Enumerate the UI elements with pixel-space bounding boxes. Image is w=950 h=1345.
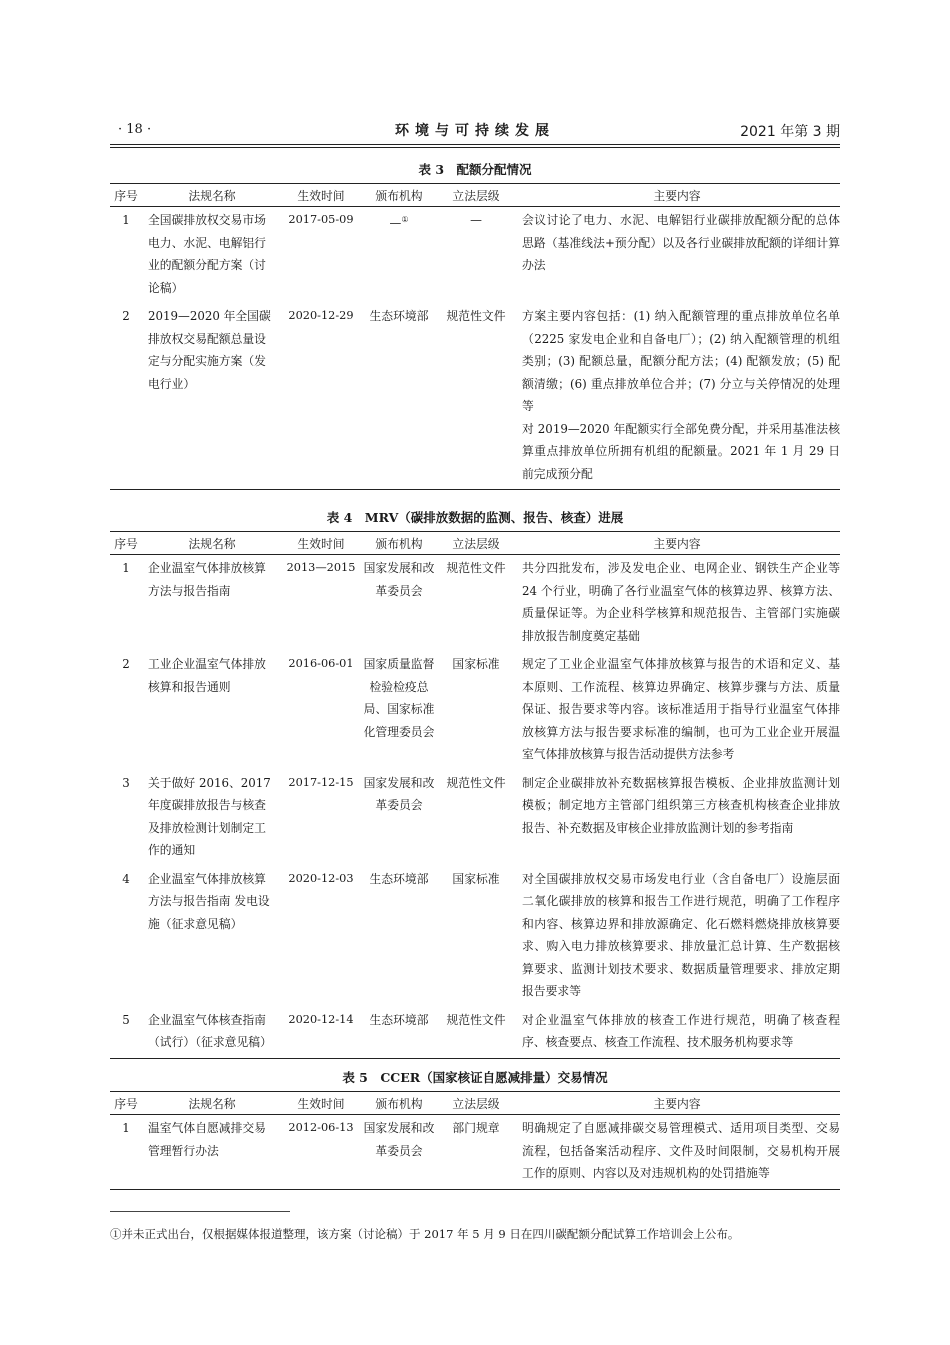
content-paragraph: 对企业温室气体排放的核查工作进行规范，明确了核查程序、核查要点、核查工作流程、技术服务机构要求等 (522, 1012, 840, 1049)
table-4-block (110, 505, 840, 1059)
table-5-block (110, 1065, 840, 1190)
footnote-divider (110, 1211, 290, 1212)
regulation-name: 工业企业温室气体排放核算和报告通则 (148, 657, 266, 694)
table-row (110, 207, 840, 304)
issuing-authority: 国家发展和改革委员会 (360, 1115, 438, 1190)
regulation-name: 2019—2020 年全国碳排放权交易配额总量设定与分配实施方案（发电行业） (142, 303, 282, 490)
footnote: ①并未正式出台，仅根据媒体报道整理，该方案（讨论稿）于 2017 年 5 月 9 日在四川碳配额分配试算工作培训会上公布。 (110, 1227, 740, 1241)
column-header: 颁布机构 (360, 1092, 438, 1115)
column-header: 生效时间 (282, 1092, 360, 1115)
row-number: 4 (122, 871, 130, 886)
issuing-authority: —① (389, 215, 409, 230)
content-paragraph: 会议讨论了电力、水泥、电解铝行业碳排放配额分配的总体思路（基准线法+预分配）以及各行业碳排放配额的详细计算办法 (522, 213, 840, 272)
regulation-name: 企业温室气体核查指南（试行）（征求意见稿） (142, 1007, 282, 1059)
effective-date: 2020-12-29 (282, 303, 360, 490)
main-content (514, 866, 840, 1007)
main-content (514, 207, 840, 304)
legislative-level: 规范性文件 (438, 303, 514, 490)
footnote-marker: ① (401, 215, 409, 224)
running-header (110, 118, 840, 145)
table-4 (110, 531, 840, 1059)
regulation-name: 关于做好 2016、2017 年度碳排放报告与核查及排放检测计划制定工作的通知 (148, 775, 271, 857)
column-header: 立法层级 (438, 1092, 514, 1115)
issuing-authority: 生态环境部 (369, 871, 429, 886)
column-header: 颁布机构 (360, 184, 438, 207)
issuing-authority: 国家发展和改革委员会 (363, 775, 435, 812)
table-5-caption: 表 5 CCER（国家核证自愿减排量）交易情况 (342, 1070, 608, 1085)
row-number: 1 (110, 1115, 142, 1190)
column-header: 序号 (110, 184, 142, 207)
column-header: 法规名称 (142, 1092, 282, 1115)
regulation-name: 企业温室气体排放核算方法与报告指南 (148, 561, 266, 598)
issuing-authority: 生态环境部 (360, 303, 438, 490)
page-number: · 18 · (118, 122, 152, 137)
column-header: 颁布机构 (360, 532, 438, 555)
issuing-authority: 国家质量监督检验检疫总局、国家标准化管理委员会 (363, 657, 435, 739)
table-row (110, 866, 840, 1007)
row-number: 2 (110, 303, 142, 490)
column-header: 序号 (110, 532, 142, 555)
column-header: 主要内容 (514, 1092, 840, 1115)
column-header: 立法层级 (438, 532, 514, 555)
content-paragraph: 对 2019—2020 年配额实行全部免费分配，并采用基准法核算重点排放单位所拥有机组的配额量。2021 年 1 月 29 日前完成预分配 (522, 421, 840, 481)
effective-date: 2013—2015 (286, 561, 356, 574)
issuing-authority: 生态环境部 (360, 1007, 438, 1059)
content-paragraph: 规定了工业企业温室气体排放核算与报告的术语和定义、基本原则、工作流程、核算边界确定、核算步骤与方法、质量保证、报告要求等内容。该标准适用于指导行业温室气体排放核算方法与报告要求标准的编制，也可为工业企业开展温室气体排放核算与报告活动提供方法参考 (522, 657, 840, 761)
regulation-name: 温室气体自愿减排交易管理暂行办法 (142, 1115, 282, 1190)
main-content (514, 1115, 840, 1190)
effective-date: 2016-06-01 (288, 657, 354, 670)
legislative-level: 国家标准 (452, 871, 500, 886)
row-number: 3 (122, 775, 130, 790)
table-3-caption: 表 3 配额分配情况 (418, 162, 532, 177)
column-header: 法规名称 (142, 184, 282, 207)
table-row (110, 1115, 840, 1190)
table-row (110, 651, 840, 770)
table-row (110, 303, 840, 490)
effective-date: 2020-12-14 (282, 1007, 360, 1059)
legislative-level: 规范性文件 (446, 775, 506, 790)
table-4-header (110, 532, 840, 555)
effective-date: 2012-06-13 (282, 1115, 360, 1190)
table-row (110, 770, 840, 866)
regulation-name: 企业温室气体排放核算方法与报告指南 发电设施（征求意见稿） (148, 871, 270, 931)
table-3 (110, 183, 840, 490)
content-paragraph: 制定企业碳排放补充数据核算报告模板、企业排放监测计划模板；制定地方主管部门组织第三方核查机构核查企业排放报告、补充数据及审核企业排放监测计划的参考指南 (522, 775, 840, 835)
column-header: 生效时间 (282, 184, 360, 207)
column-header: 主要内容 (514, 532, 840, 555)
row-number: 5 (110, 1007, 142, 1059)
table-3-header (110, 184, 840, 207)
effective-date: 2020-12-03 (288, 871, 354, 885)
legislative-level: 国家标准 (452, 657, 500, 671)
table-row (110, 1007, 840, 1059)
legislative-level: 规范性文件 (446, 561, 506, 575)
effective-date: 2017-05-09 (288, 213, 354, 226)
table-5 (110, 1091, 840, 1190)
table-5-header (110, 1092, 840, 1115)
content-paragraph: 明确规定了自愿减排碳交易管理模式、适用项目类型、交易流程，包括备案活动程序、文件及时间限制，交易机构开展工作的原则、内容以及对违规机构的处罚措施等 (522, 1121, 840, 1180)
column-header: 立法层级 (438, 184, 514, 207)
table-3-block (110, 157, 840, 490)
column-header: 序号 (110, 1092, 142, 1115)
content-paragraph: 共分四批发布，涉及发电企业、电网企业、钢铁生产企业等 24 个行业，明确了各行业温室气体的核算边界、核算方法、质量保证等。为企业科学核算和规范报告、主管部门实施碳排放报告制度奠定基础 (522, 561, 840, 643)
column-header: 生效时间 (282, 532, 360, 555)
row-number: 2 (122, 657, 130, 671)
content-paragraph: 方案主要内容包括：(1) 纳入配额管理的重点排放单位名单（2225 家发电企业和自备电厂）；(2) 纳入配额管理的机组类别；(3) 配额总量，配额分配方法；(4) 配额发放；(5) 配额清缴；(6) 重点排放单位合并；(7) 分立与关停情况的处理等 (522, 309, 840, 413)
legislative-level: 部门规章 (438, 1115, 514, 1190)
issue-label: 2021 年第 3 期 (740, 124, 840, 140)
row-number: 1 (122, 561, 130, 575)
effective-date: 2017-12-15 (288, 775, 354, 789)
legislative-level: 规范性文件 (438, 1007, 514, 1059)
table-row (110, 555, 840, 652)
table-4-caption: 表 4 MRV（碳排放数据的监测、报告、核查）进展 (326, 510, 624, 525)
main-content (514, 555, 840, 652)
column-header: 法规名称 (142, 532, 282, 555)
main-content (514, 651, 840, 770)
issuing-authority: 国家发展和改革委员会 (363, 561, 435, 598)
legislative-level: — (470, 213, 482, 227)
regulation-name: 全国碳排放权交易市场电力、水泥、电解铝行业的配额分配方案（讨论稿） (148, 213, 266, 295)
journal-title: 环境与可持续发展 (395, 123, 555, 139)
main-content (514, 770, 840, 866)
column-header: 主要内容 (514, 184, 840, 207)
main-content (514, 1007, 840, 1059)
row-number: 1 (122, 213, 130, 227)
main-content (514, 303, 840, 490)
content-paragraph: 对全国碳排放权交易市场发电行业（含自备电厂）设施层面二氧化碳排放的核算和报告工作进行规范，明确了工作程序和内容、核算边界和排放源确定、化石燃料燃烧排放核算要求、购入电力排放核算要求、排放量汇总计算、生产数据核算要求、监测计划技术要求、数据质量管理要求、排放定期报告要求等 (522, 871, 840, 998)
